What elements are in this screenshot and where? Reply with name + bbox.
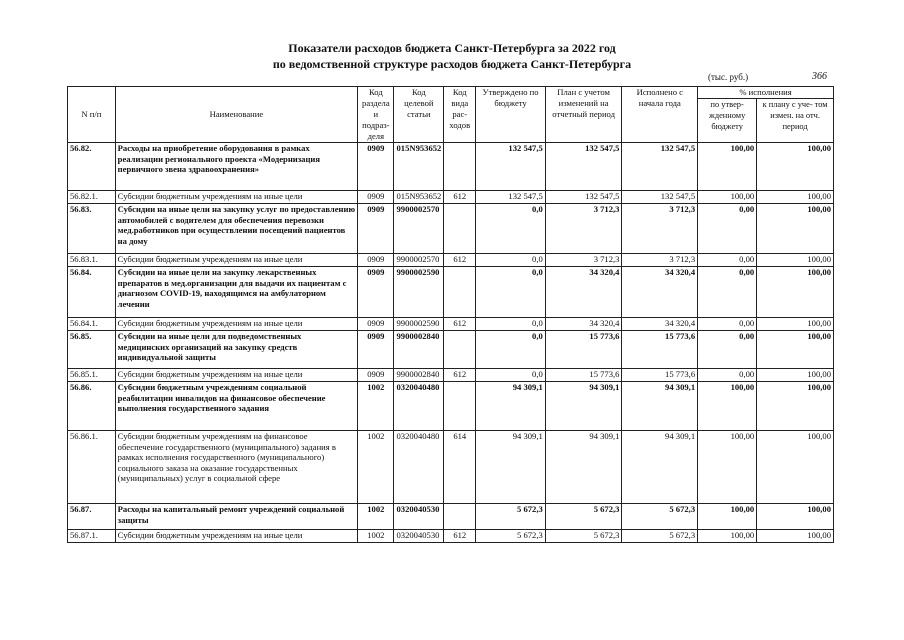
cell-name: Субсидии бюджетным учреждениям на иные цели bbox=[115, 318, 358, 331]
header-approved: Утверждено по бюджету bbox=[476, 87, 545, 143]
cell-type: 612 bbox=[444, 191, 476, 204]
header-section-code: Код раздела и подраз- деля bbox=[358, 87, 394, 143]
cell-plan: 34 320,4 bbox=[545, 267, 622, 318]
cell-target: 015N953652 bbox=[394, 143, 444, 191]
cell-num: 56.87. bbox=[68, 504, 116, 530]
title-line-2: по ведомственной структуре расходов бюджета Санкт-Петербурга bbox=[272, 57, 632, 71]
cell-executed: 15 773,6 bbox=[622, 369, 698, 382]
header-pct: % исполнения bbox=[698, 87, 834, 99]
title-line-1: Показатели расходов бюджета Санкт-Петербурга за 2022 год bbox=[288, 41, 616, 55]
cell-pct-approved: 100,00 bbox=[698, 382, 757, 431]
cell-target: 9900002840 bbox=[394, 369, 444, 382]
cell-executed: 3 712,3 bbox=[622, 204, 698, 254]
cell-num: 56.85.1. bbox=[68, 369, 116, 382]
cell-pct-plan: 100,00 bbox=[757, 331, 834, 369]
cell-name: Субсидии на иные цели для подведомственных медицинских организаций на закупку средств индивидуальной защиты bbox=[115, 331, 358, 369]
cell-name: Расходы на приобретение оборудования в рамках реализации регионального проекта «Модернизация первичного звена здравоохранения» bbox=[115, 143, 358, 191]
cell-approved: 0,0 bbox=[476, 204, 545, 254]
cell-pct-approved: 0,00 bbox=[698, 204, 757, 254]
cell-approved: 132 547,5 bbox=[476, 191, 545, 204]
cell-name: Субсидии бюджетным учреждениям социальной реабилитации инвалидов на финансовое обеспечение выполнения государственного задания bbox=[115, 382, 358, 431]
cell-type: 612 bbox=[444, 254, 476, 267]
cell-type bbox=[444, 504, 476, 530]
cell-section: 0909 bbox=[358, 267, 394, 318]
table-row bbox=[68, 504, 834, 530]
table-row bbox=[68, 254, 834, 267]
cell-name: Субсидии на иные цели на закупку лекарственных препаратов в мед.организации для выдачи их пациентам с диагнозом COVID-19, находящимся на амбулаторном лечении bbox=[115, 267, 358, 318]
cell-pct-plan: 100,00 bbox=[757, 318, 834, 331]
cell-executed: 3 712,3 bbox=[622, 254, 698, 267]
cell-plan: 94 309,1 bbox=[545, 431, 622, 504]
cell-section: 0909 bbox=[358, 204, 394, 254]
cell-pct-approved: 100,00 bbox=[698, 143, 757, 191]
cell-type: 612 bbox=[444, 369, 476, 382]
cell-pct-approved: 0,00 bbox=[698, 254, 757, 267]
table-header bbox=[68, 87, 834, 143]
cell-pct-plan: 100,00 bbox=[757, 191, 834, 204]
cell-num: 56.84. bbox=[68, 267, 116, 318]
cell-pct-approved: 0,00 bbox=[698, 267, 757, 318]
cell-target: 9900002590 bbox=[394, 267, 444, 318]
cell-plan: 94 309,1 bbox=[545, 382, 622, 431]
cell-plan: 3 712,3 bbox=[545, 254, 622, 267]
cell-executed: 34 320,4 bbox=[622, 267, 698, 318]
cell-section: 0909 bbox=[358, 369, 394, 382]
cell-plan: 5 672,3 bbox=[545, 504, 622, 530]
cell-executed: 94 309,1 bbox=[622, 431, 698, 504]
cell-section: 0909 bbox=[358, 254, 394, 267]
cell-approved: 0,0 bbox=[476, 318, 545, 331]
cell-num: 56.86. bbox=[68, 382, 116, 431]
cell-num: 56.83. bbox=[68, 204, 116, 254]
table-row bbox=[68, 267, 834, 318]
cell-type: 612 bbox=[444, 318, 476, 331]
cell-pct-plan: 100,00 bbox=[757, 143, 834, 191]
cell-target: 0320040480 bbox=[394, 431, 444, 504]
cell-target: 0320040530 bbox=[394, 530, 444, 543]
cell-name: Субсидии бюджетным учреждениям на иные цели bbox=[115, 530, 358, 543]
cell-name: Субсидии на иные цели на закупку услуг по предоставлению автомобилей с водителем для обеспечения перевозки мед.работников при осуществлении посещений пациентов на дому bbox=[115, 204, 358, 254]
cell-num: 56.87.1. bbox=[68, 530, 116, 543]
cell-num: 56.83.1. bbox=[68, 254, 116, 267]
cell-plan: 34 320,4 bbox=[545, 318, 622, 331]
cell-plan: 132 547,5 bbox=[545, 143, 622, 191]
cell-pct-plan: 100,00 bbox=[757, 267, 834, 318]
header-plan: План с учетом изменений на отчетный период bbox=[545, 87, 622, 143]
cell-type bbox=[444, 143, 476, 191]
cell-pct-approved: 0,00 bbox=[698, 331, 757, 369]
cell-num: 56.84.1. bbox=[68, 318, 116, 331]
cell-executed: 34 320,4 bbox=[622, 318, 698, 331]
table-row bbox=[68, 318, 834, 331]
table-row bbox=[68, 431, 834, 504]
header-num: N п/п bbox=[68, 87, 116, 143]
table-row bbox=[68, 369, 834, 382]
cell-type bbox=[444, 267, 476, 318]
table-row bbox=[68, 143, 834, 191]
header-target-code: Код целевой статьи bbox=[394, 87, 444, 143]
budget-table bbox=[67, 86, 834, 543]
cell-approved: 5 672,3 bbox=[476, 530, 545, 543]
cell-name: Расходы на капитальный ремонт учреждений социальной защиты bbox=[115, 504, 358, 530]
cell-executed: 94 309,1 bbox=[622, 382, 698, 431]
cell-plan: 132 547,5 bbox=[545, 191, 622, 204]
cell-target: 9900002570 bbox=[394, 204, 444, 254]
cell-plan: 15 773,6 bbox=[545, 369, 622, 382]
cell-section: 0909 bbox=[358, 318, 394, 331]
cell-pct-plan: 100,00 bbox=[757, 254, 834, 267]
cell-executed: 132 547,5 bbox=[622, 191, 698, 204]
cell-pct-approved: 0,00 bbox=[698, 318, 757, 331]
page-number: 366 bbox=[812, 71, 827, 82]
header-name: Наименование bbox=[115, 87, 358, 143]
cell-type: 612 bbox=[444, 530, 476, 543]
table-row bbox=[68, 191, 834, 204]
cell-pct-approved: 100,00 bbox=[698, 431, 757, 504]
cell-approved: 5 672,3 bbox=[476, 504, 545, 530]
cell-type bbox=[444, 382, 476, 431]
table-row bbox=[68, 530, 834, 543]
cell-plan: 3 712,3 bbox=[545, 204, 622, 254]
cell-target: 9900002570 bbox=[394, 254, 444, 267]
units-label: (тыс. руб.) bbox=[708, 72, 749, 82]
header-type-code: Код вида рас- ходов bbox=[444, 87, 476, 143]
cell-type bbox=[444, 331, 476, 369]
cell-section: 1002 bbox=[358, 382, 394, 431]
cell-pct-approved: 0,00 bbox=[698, 369, 757, 382]
cell-plan: 15 773,6 bbox=[545, 331, 622, 369]
cell-name: Субсидии бюджетным учреждениям на финансовое обеспечение государственного (муниципального) задания в рамках исполнения государственного (муниципального) социального заказа на оказание государственных (муниципальных) услуг в социальной сфере bbox=[115, 431, 358, 504]
cell-approved: 0,0 bbox=[476, 331, 545, 369]
cell-plan: 5 672,3 bbox=[545, 530, 622, 543]
cell-approved: 94 309,1 bbox=[476, 431, 545, 504]
cell-approved: 0,0 bbox=[476, 369, 545, 382]
cell-pct-plan: 100,00 bbox=[757, 431, 834, 504]
cell-pct-plan: 100,00 bbox=[757, 504, 834, 530]
cell-name: Субсидии бюджетным учреждениям на иные цели bbox=[115, 369, 358, 382]
cell-section: 0909 bbox=[358, 143, 394, 191]
cell-section: 1002 bbox=[358, 504, 394, 530]
cell-pct-plan: 100,00 bbox=[757, 382, 834, 431]
cell-num: 56.86.1. bbox=[68, 431, 116, 504]
cell-num: 56.82. bbox=[68, 143, 116, 191]
cell-executed: 5 672,3 bbox=[622, 504, 698, 530]
cell-pct-approved: 100,00 bbox=[698, 191, 757, 204]
cell-target: 015N953652 bbox=[394, 191, 444, 204]
cell-pct-plan: 100,00 bbox=[757, 369, 834, 382]
cell-approved: 0,0 bbox=[476, 267, 545, 318]
cell-target: 9900002840 bbox=[394, 331, 444, 369]
table-row bbox=[68, 204, 834, 254]
cell-section: 0909 bbox=[358, 331, 394, 369]
table-row bbox=[68, 331, 834, 369]
cell-pct-approved: 100,00 bbox=[698, 530, 757, 543]
cell-target: 9900002590 bbox=[394, 318, 444, 331]
cell-pct-plan: 100,00 bbox=[757, 530, 834, 543]
cell-section: 1002 bbox=[358, 530, 394, 543]
cell-executed: 15 773,6 bbox=[622, 331, 698, 369]
cell-name: Субсидии бюджетным учреждениям на иные цели bbox=[115, 191, 358, 204]
cell-num: 56.82.1. bbox=[68, 191, 116, 204]
cell-approved: 132 547,5 bbox=[476, 143, 545, 191]
cell-target: 0320040480 bbox=[394, 382, 444, 431]
cell-approved: 0,0 bbox=[476, 254, 545, 267]
cell-name: Субсидии бюджетным учреждениям на иные цели bbox=[115, 254, 358, 267]
cell-target: 0320040530 bbox=[394, 504, 444, 530]
cell-section: 1002 bbox=[358, 431, 394, 504]
cell-pct-approved: 100,00 bbox=[698, 504, 757, 530]
cell-num: 56.85. bbox=[68, 331, 116, 369]
header-pct-approved: по утвер- жденному бюджету bbox=[698, 99, 757, 143]
table-row bbox=[68, 382, 834, 431]
header-pct-plan: к плану с уче- том измен. на отч. период bbox=[757, 99, 834, 143]
cell-pct-plan: 100,00 bbox=[757, 204, 834, 254]
cell-approved: 94 309,1 bbox=[476, 382, 545, 431]
page-title bbox=[0, 40, 904, 72]
cell-type: 614 bbox=[444, 431, 476, 504]
cell-type bbox=[444, 204, 476, 254]
cell-section: 0909 bbox=[358, 191, 394, 204]
cell-executed: 5 672,3 bbox=[622, 530, 698, 543]
header-executed: Исполнено с начала года bbox=[622, 87, 698, 143]
cell-executed: 132 547,5 bbox=[622, 143, 698, 191]
